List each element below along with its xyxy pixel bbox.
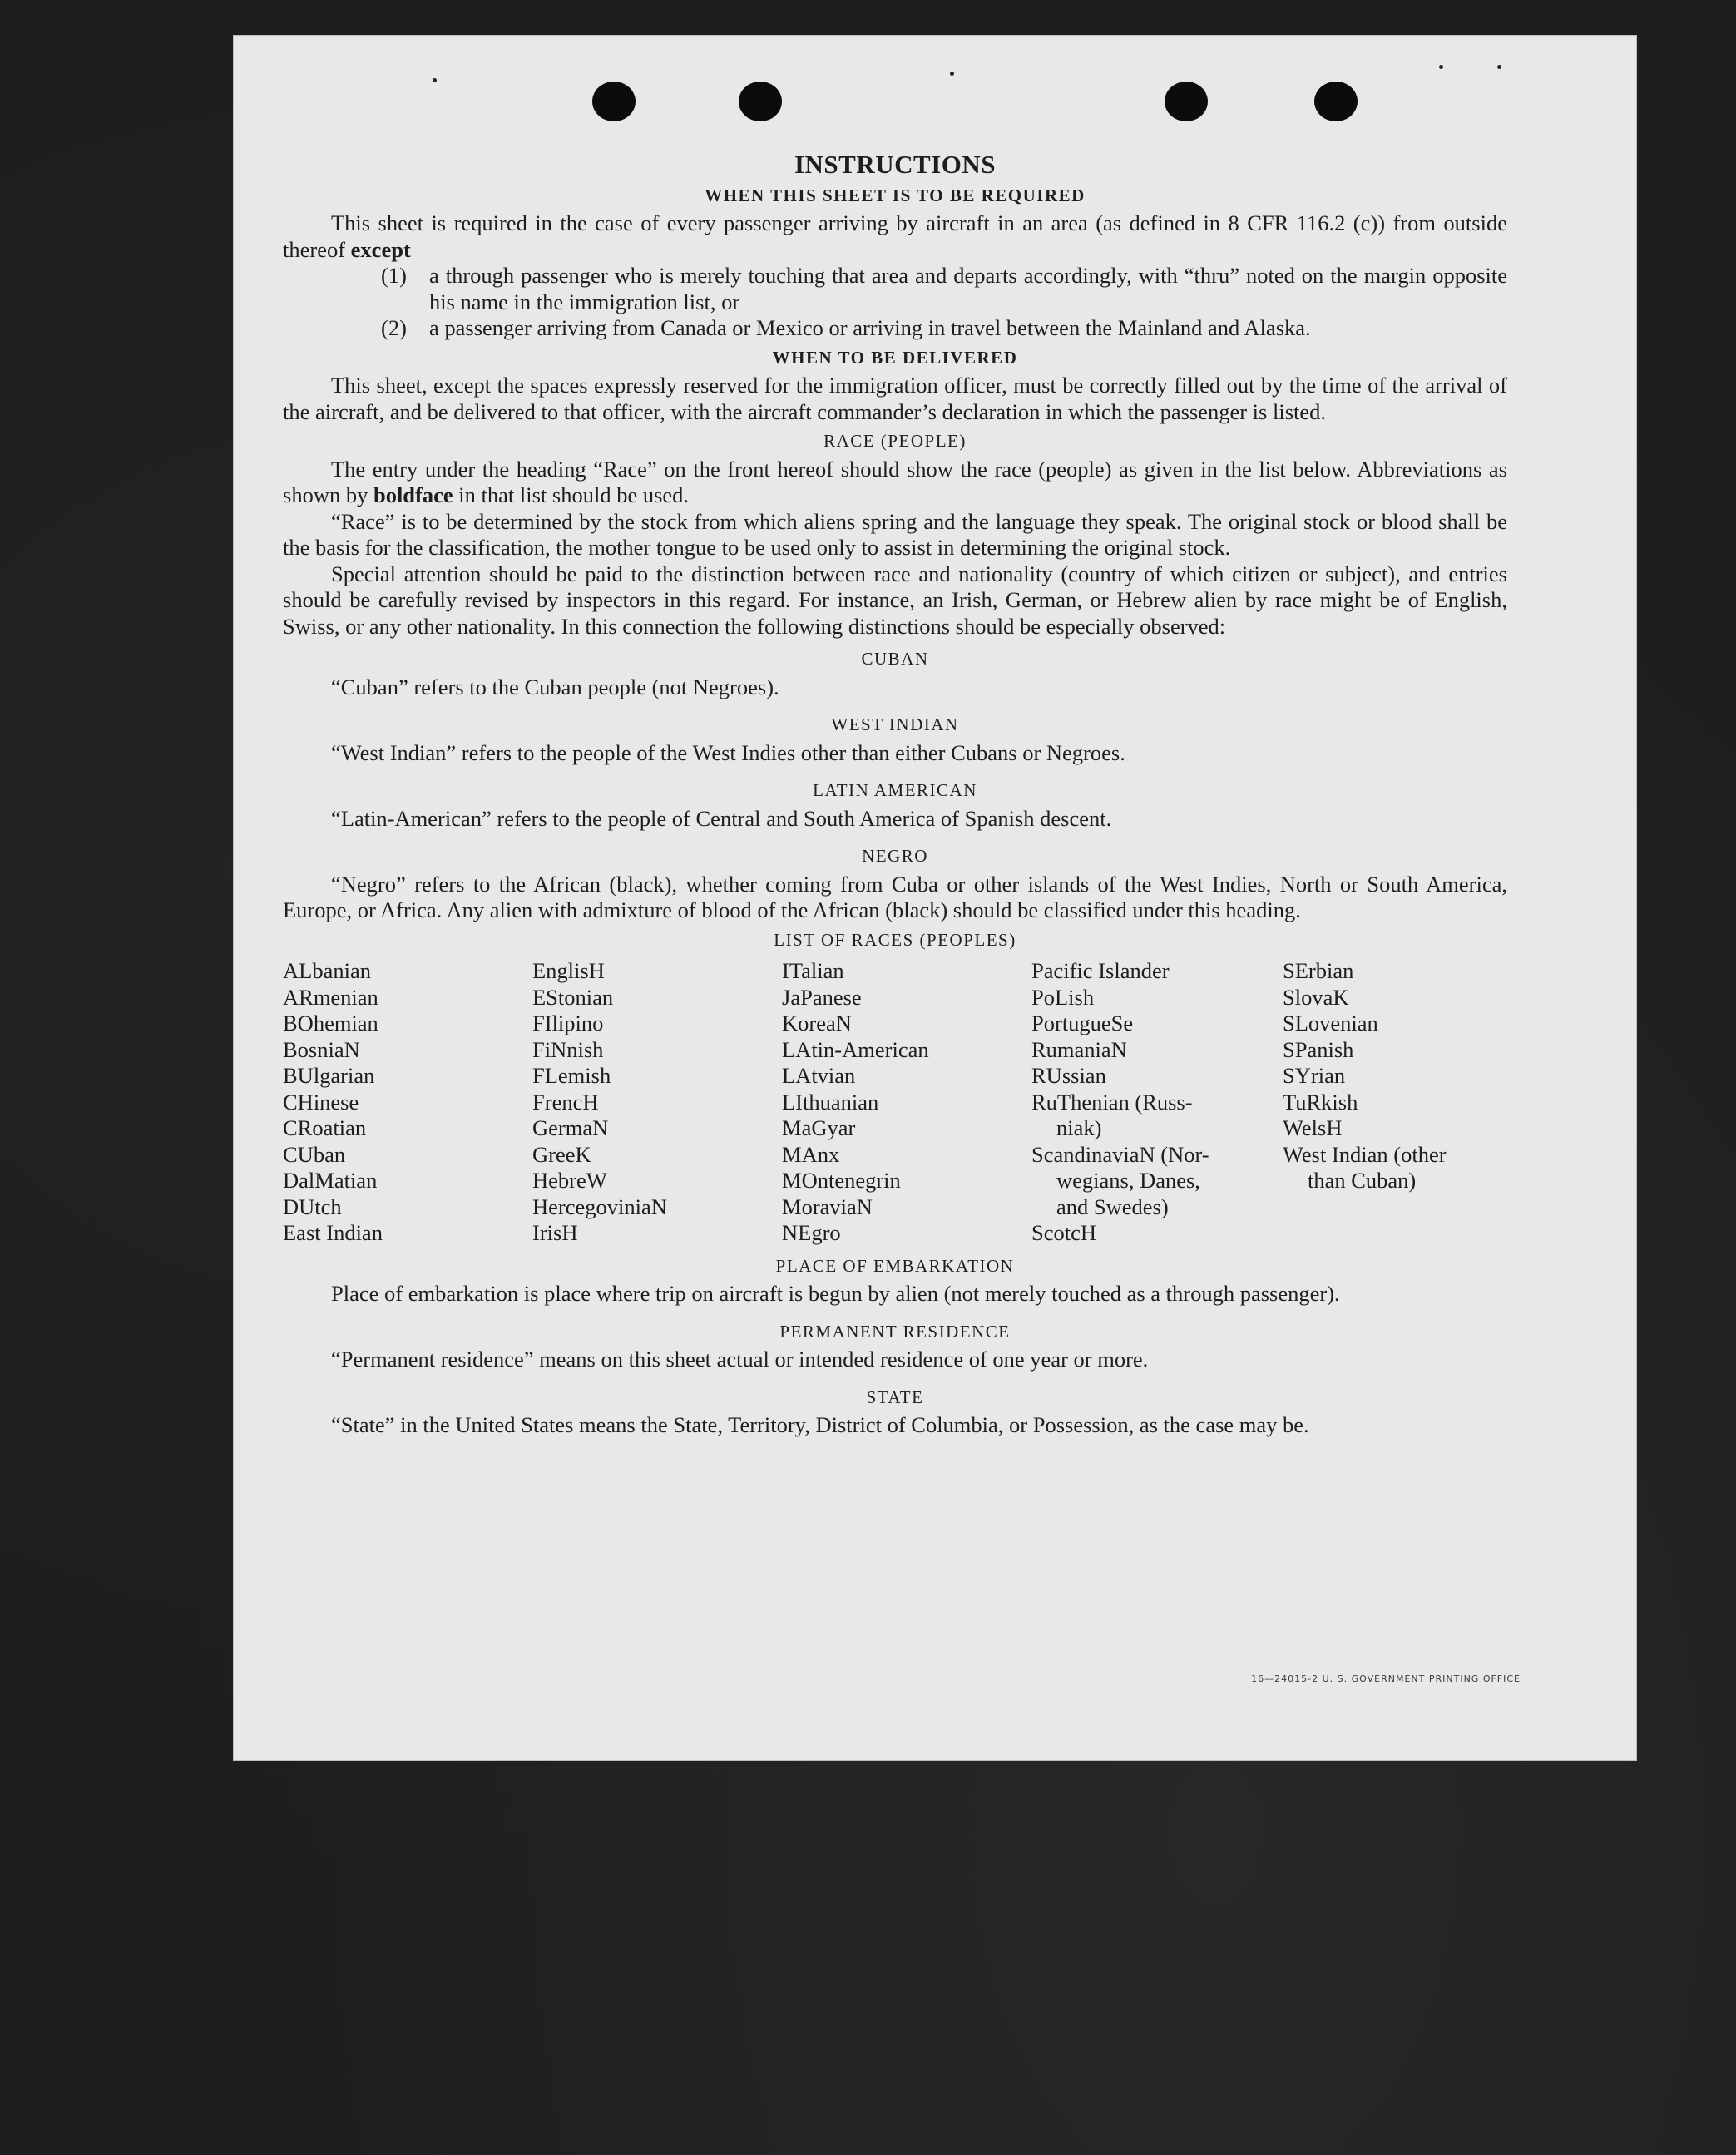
race-entry: IrisH — [532, 1220, 578, 1245]
section-heading-when-required: WHEN THIS SHEET IS TO BE REQUIRED — [705, 185, 1086, 205]
state-text: “State” in the United States means the State, Territory, District of Columbia, or Possession, as the case may be. — [331, 1412, 1309, 1437]
race-paragraph-3: Special attention should be paid to the distinction between race and nationality (country of which citizen or subject), and entries should be carefully revised by inspectors in this regard. For instance, an Irish, German, or Hebrew alien by race might be of English, Swiss, or any other nationality. In this connection the following distinctions should be especially observed: — [283, 561, 1507, 639]
race-entry: HebreW — [532, 1168, 607, 1193]
race-entry: ScandinaviaN (Nor- — [1031, 1141, 1209, 1167]
race-entry: Pacific Islander — [1031, 958, 1170, 983]
race-entry: WelsH — [1283, 1115, 1343, 1140]
item-number: (1) — [381, 263, 407, 288]
west-indian-text: “West Indian” refers to the people of the West Indies other than either Cubans or Negroes. — [331, 739, 1125, 765]
race-entry-continuation: and Swedes) — [1056, 1194, 1169, 1219]
section-heading-list-of-races: LIST OF RACES (PEOPLES) — [774, 929, 1016, 950]
race-entry: ITalian — [782, 958, 844, 983]
race-paragraph-1 — [283, 457, 1507, 509]
race-entry: SYrian — [1283, 1063, 1346, 1088]
races-column — [1031, 958, 1283, 1247]
race-entry: BosniaN — [283, 1036, 360, 1062]
list-item — [381, 315, 1507, 342]
race-entry: LAtvian — [782, 1063, 856, 1088]
races-column — [782, 958, 1031, 1247]
except-bold-text: except — [350, 236, 411, 262]
race-entry: LAtin-American — [782, 1036, 929, 1062]
when-required-intro-text: This sheet is required in the case of every passenger arriving by aircraft in an area (as defined in 8 CFR 116.2 (c)) from outside thereof — [283, 210, 1507, 262]
race-entry: JaPanese — [782, 984, 862, 1010]
race-entry: GermaN — [532, 1115, 609, 1140]
race-entry: MaGyar — [782, 1115, 856, 1140]
race-entry-continuation: than Cuban) — [1308, 1168, 1417, 1193]
race-entry: FIlipino — [532, 1011, 604, 1035]
race-entry: SErbian — [1283, 958, 1354, 983]
section-heading-residence: PERMANENT RESIDENCE — [779, 1321, 1011, 1342]
race-entry: West Indian (other — [1283, 1141, 1447, 1167]
race-entry: CRoatian — [283, 1115, 367, 1140]
section-heading-latin-american: LATIN AMERICAN — [813, 780, 977, 800]
punch-hole — [739, 82, 782, 121]
punch-hole — [1314, 82, 1358, 121]
race-entry-continuation: niak) — [1056, 1115, 1102, 1140]
item-text: a through passenger who is merely touching that area and departs accordingly, with “thru” noted on the margin opposite his name in the immigration list, or — [429, 263, 1507, 314]
race-entry: FLemish — [532, 1063, 611, 1088]
section-heading-cuban: CUBAN — [861, 649, 929, 669]
race-entry: DUtch — [283, 1194, 342, 1219]
race-entry: PoLish — [1031, 984, 1095, 1010]
document-body — [283, 151, 1507, 1439]
item-text: a passenger arriving from Canada or Mexico or arriving in travel between the Mainland and Alaska. — [429, 315, 1311, 340]
residence-text: “Permanent residence” means on this sheet actual or intended residence of one year or more. — [331, 1347, 1149, 1372]
race-entry: GreeK — [532, 1141, 591, 1167]
race-p1-after: in that list should be used. — [458, 482, 690, 507]
race-entry: EnglisH — [532, 958, 605, 983]
races-column — [532, 958, 782, 1247]
race-entry: CUban — [283, 1141, 346, 1167]
section-heading-when-delivered: WHEN TO BE DELIVERED — [772, 347, 1018, 368]
when-required-intro — [283, 210, 1507, 263]
race-entry: FrencH — [532, 1089, 599, 1115]
races-column — [1283, 958, 1507, 1247]
race-entry: MOntenegrin — [782, 1168, 901, 1193]
race-entry: MAnx — [782, 1141, 840, 1167]
race-entry: EStonian — [532, 984, 614, 1010]
latin-american-text: “Latin-American” refers to the people of Central and South America of Spanish descent. — [331, 805, 1112, 831]
printing-office-code: 16—24015-2 U. S. GOVERNMENT PRINTING OFFICE — [1251, 1673, 1521, 1684]
list-item — [381, 263, 1507, 315]
race-entry: TuRkish — [1283, 1089, 1358, 1115]
race-entry: SPanish — [1283, 1036, 1354, 1062]
race-entry: PortugueSe — [1031, 1011, 1134, 1035]
race-entry: RuThenian (Russ- — [1031, 1089, 1193, 1115]
race-entry: SlovaK — [1283, 984, 1349, 1010]
race-entry: ARmenian — [283, 984, 378, 1010]
section-heading-negro: NEGRO — [862, 846, 928, 866]
race-entry: FiNnish — [532, 1036, 604, 1062]
races-list — [283, 958, 1507, 1247]
race-p1-before: The entry under the heading “Race” on the front hereof should show the race (people) as given in the list below. Abbreviations as shown by — [283, 456, 1507, 507]
negro-text: “Negro” refers to the African (black), whether coming from Cuba or other islands of the West Indies, North or South America, Europe, or Africa. Any alien with admixture of blood of the African (black) should be classified under this heading. — [283, 871, 1507, 922]
race-paragraph-2: “Race” is to be determined by the stock from which aliens spring and the language they speak. The original stock or blood shall be the basis for the classification, the mother tongue to be used only to assist in determining the original stock. — [283, 508, 1507, 560]
punch-hole — [1165, 82, 1208, 121]
race-entry: DalMatian — [283, 1168, 378, 1193]
race-entry: MoraviaN — [782, 1194, 873, 1219]
section-heading-west-indian: WEST INDIAN — [831, 714, 959, 734]
cuban-text: “Cuban” refers to the Cuban people (not Negroes). — [331, 674, 779, 699]
race-entry: LIthuanian — [782, 1089, 879, 1115]
punch-hole — [592, 82, 636, 121]
section-heading-embarkation: PLACE OF EMBARKATION — [775, 1255, 1015, 1276]
race-entry: ScotcH — [1031, 1220, 1097, 1245]
race-entry: NEgro — [782, 1220, 841, 1245]
section-heading-race: RACE (PEOPLE) — [823, 431, 967, 451]
race-entry: HercegoviniaN — [532, 1194, 667, 1219]
race-entry: KoreaN — [782, 1011, 852, 1035]
instruction-sheet — [233, 35, 1637, 1761]
race-entry: RUssian — [1031, 1063, 1106, 1088]
race-entry: RumaniaN — [1031, 1036, 1127, 1062]
race-entry: SLovenian — [1283, 1011, 1378, 1035]
boldface-text: boldface — [373, 482, 453, 507]
race-entry-continuation: wegians, Danes, — [1056, 1168, 1200, 1193]
race-entry: ALbanian — [283, 958, 371, 983]
races-column — [283, 958, 532, 1247]
embarkation-text: Place of embarkation is place where trip on aircraft is begun by alien (not merely touched as a through passenger). — [331, 1281, 1340, 1306]
page-title: INSTRUCTIONS — [794, 150, 996, 179]
when-delivered-text: This sheet, except the spaces expressly reserved for the immigration officer, must be correctly filled out by the time of the arrival of the aircraft, and be delivered to that officer, with the aircraft commander’s declaration in which the passenger is listed. — [283, 373, 1507, 424]
race-entry: BOhemian — [283, 1011, 378, 1035]
race-entry: East Indian — [283, 1220, 383, 1245]
item-number: (2) — [381, 315, 407, 340]
race-entry: CHinese — [283, 1089, 359, 1115]
race-entry: BUlgarian — [283, 1063, 375, 1088]
section-heading-state: STATE — [866, 1386, 924, 1407]
